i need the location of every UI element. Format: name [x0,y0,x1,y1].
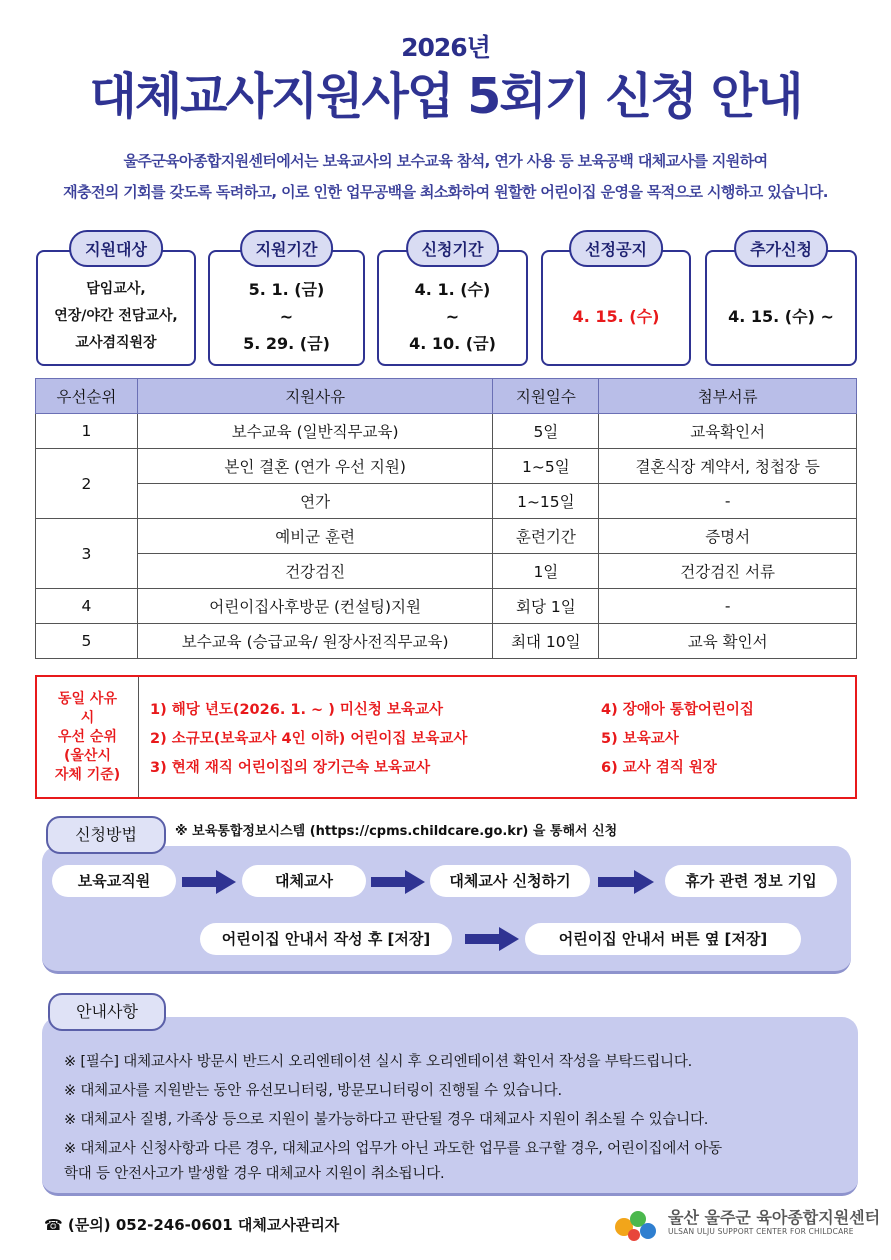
table-header-row [36,379,857,414]
info-body-period [210,272,363,360]
info-box-period [208,240,365,366]
info-line: 4. 15. (수) [572,306,660,326]
info-line: 4. 1. (수) [414,279,491,299]
cell-reason: 보수교육 (승급교육/ 원장사전직무교육) [137,624,493,659]
table-row [36,484,857,519]
contact-info: ☎ (문의) 052-246-0601 대체교사관리자 [44,1216,340,1234]
info-body-announcement [543,272,689,360]
info-body-application [379,272,526,360]
notice-line: ※ 대체교사를 지원받는 동안 유선모니터링, 방문모니터링이 진행될 수 있습니다. [64,1083,562,1099]
same-reason-priority-box [35,675,857,799]
notice-line: ※ 대체교사 신청사항과 다른 경우, 대체교사의 업무가 아닌 과도한 업무를 요구할 경우, 어린이집에서 아동 [64,1141,722,1157]
page-title: 대체교사지원사업 5회기 신청 안내 [89,68,802,125]
table-row [36,449,857,484]
priority-item: 5) 보육교사 [601,731,679,747]
cell-docs: - [599,589,857,624]
cell-docs: 교육 확인서 [599,624,857,659]
cell-days: 1~15일 [493,484,599,519]
arrow-right-icon [598,870,654,894]
priority-label-line: (울산시 [64,747,111,764]
table-row [36,414,857,449]
cell-docs: 결혼식장 계약서, 청첩장 등 [599,449,857,484]
info-tab-period: 지원기간 [240,230,334,267]
info-box-target [36,240,196,366]
year-heading: 2026년 [401,33,490,62]
cell-days: 훈련기간 [493,519,599,554]
cell-days: 1일 [493,554,599,589]
info-line: 4. 10. (금) [409,333,496,353]
table-row [36,624,857,659]
info-line: 5. 1. (금) [248,279,325,299]
priority-item: 4) 장애아 통합어린이집 [601,702,754,718]
info-box-application [377,240,528,366]
priority-label-line: 자체 기준) [54,766,121,783]
arrow-right-icon [182,870,236,894]
info-tab-additional: 추가신청 [734,230,828,267]
cell-docs: 건강검진 서류 [599,554,857,589]
arrow-right-icon [371,870,425,894]
notice-line: ※ 대체교사 질병, 가족상 등으로 지원이 불가능하다고 판단될 경우 대체교사 지원이 취소될 수 있습니다. [64,1112,709,1128]
table-row [36,554,857,589]
method-note: ※ 보육통합정보시스템 (https://cpms.childcare.go.kr) 을 통해서 신청 [175,824,618,839]
info-body-additional [707,272,855,360]
cell-rank: 3 [36,519,138,589]
step-leave-info: 휴가 관련 정보 기입 [665,865,837,897]
cell-rank: 4 [36,589,138,624]
org-logo [610,1205,881,1245]
step-apply: 대체교사 신청하기 [430,865,590,897]
info-box-announcement [541,240,691,366]
cell-reason: 보수교육 (일반직무교육) [137,414,493,449]
cell-days: 1~5일 [493,449,599,484]
cell-reason: 본인 결혼 (연가 우선 지원) [137,449,493,484]
cell-reason: 건강검진 [137,554,493,589]
cell-rank: 5 [36,624,138,659]
cell-days: 최대 10일 [493,624,599,659]
step-staff: 보육교직원 [52,865,176,897]
info-tab-application: 신청기간 [406,230,500,267]
info-line: 4. 15. (수) ~ [728,306,834,326]
cell-days: 5일 [493,414,599,449]
info-line: ~ [445,306,460,326]
info-line: 연장/야간 전담교사, [54,307,178,324]
arrow-right-icon [465,927,519,951]
info-line: 담임교사, [86,280,146,297]
intro-line-1: 울주군육아종합지원센터에서는 보육교사의 보수교육 참석, 연가 사용 등 보육공백 대체교사를 지원하여 [123,152,768,170]
priority-item: 3) 현재 재직 어린이집의 장기근속 보육교사 [150,760,431,776]
intro-line-2: 재충전의 기회를 갖도록 독려하고, 이로 인한 업무공백을 최소화하여 원할한 어린이집 운영을 목적으로 시행하고 있습니다. [63,183,828,201]
info-tab-announcement: 선정공지 [569,230,663,267]
cell-docs: 증명서 [599,519,857,554]
table-row [36,589,857,624]
org-emblem-icon [610,1205,660,1245]
info-box-additional [705,240,857,366]
info-line: ~ [279,306,294,326]
step-substitute-teacher: 대체교사 [242,865,366,897]
priority-item: 1) 해당 년도(2026. 1. ~ ) 미신청 보육교사 [150,702,443,718]
info-tab-target: 지원대상 [69,230,163,267]
step-save-guide: 어린이집 안내서 버튼 옆 [저장] [525,923,801,955]
info-line: 5. 29. (금) [243,333,330,353]
cell-reason: 연가 [137,484,493,519]
cell-docs: 교육확인서 [599,414,857,449]
info-body-target [38,272,194,360]
cell-rank: 1 [36,414,138,449]
col-header-docs: 첨부서류 [599,379,857,414]
priority-item: 2) 소규모(보육교사 4인 이하) 어린이집 보육교사 [150,731,468,747]
col-header-reason: 지원사유 [137,379,493,414]
priority-label-line: 시 [80,709,95,726]
priority-table [35,378,857,659]
method-tab: 신청방법 [46,816,166,854]
col-header-days: 지원일수 [493,379,599,414]
cell-reason: 예비군 훈련 [137,519,493,554]
priority-label [37,677,139,797]
info-line: 교사겸직원장 [75,334,157,351]
org-name-english: ULSAN ULJU SUPPORT CENTER FOR CHILDCARE [668,1227,854,1236]
notice-line: ※ [필수] 대체교사사 방문시 반드시 오리엔테이션 실시 후 오리엔테이션 확인서 작성을 부탁드립니다. [64,1054,693,1070]
cell-reason: 어린이집사후방문 (컨설팅)지원 [137,589,493,624]
cell-rank: 2 [36,449,138,519]
col-header-rank: 우선순위 [36,379,138,414]
cell-docs: - [599,484,857,519]
table-row [36,519,857,554]
step-write-guide: 어린이집 안내서 작성 후 [저장] [200,923,452,955]
priority-label-line: 동일 사유 [58,690,117,707]
notice-tab: 안내사항 [48,993,166,1031]
notice-line: 학대 등 안전사고가 발생할 경우 대체교사 지원이 취소됩니다. [64,1166,445,1182]
priority-item: 6) 교사 겸직 원장 [601,760,717,776]
org-name: 울산 울주군 육아종합지원센터 [668,1208,881,1227]
cell-days: 회당 1일 [493,589,599,624]
priority-label-line: 우선 순위 [58,728,117,745]
